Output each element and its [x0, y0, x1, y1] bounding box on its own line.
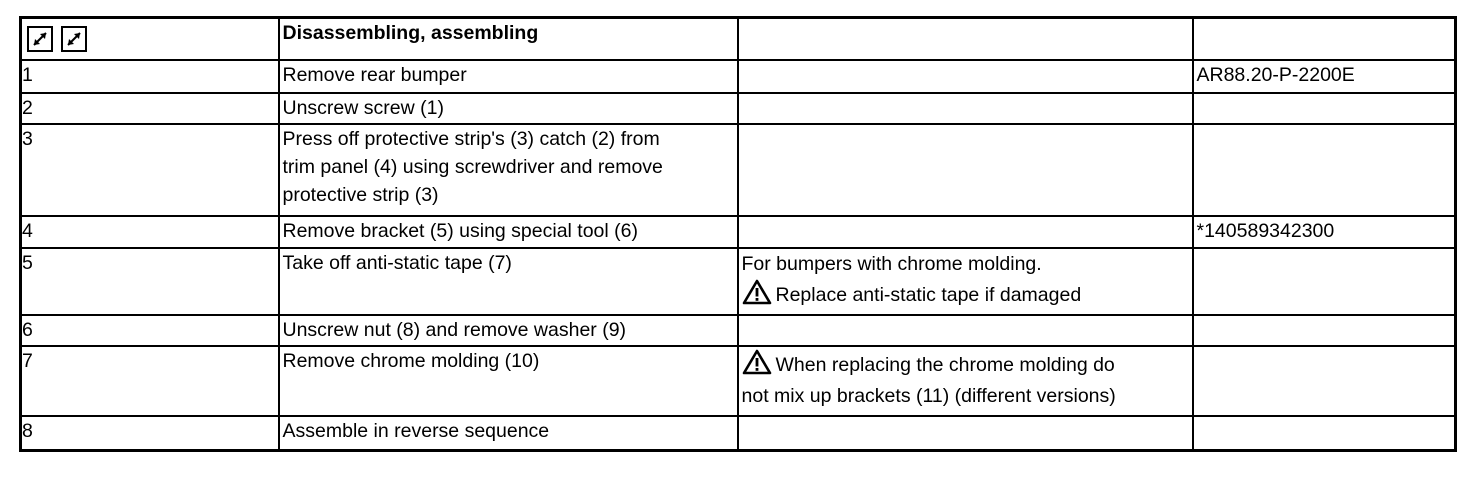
step-reference[interactable]: AR88.20-P-2200E	[1193, 60, 1456, 93]
step-note	[738, 93, 1193, 124]
step-reference[interactable]: *140589342300	[1193, 216, 1456, 248]
section-title: Disassembling, assembling	[279, 18, 738, 61]
step-number: 8	[21, 416, 279, 450]
step-reference	[1193, 248, 1456, 315]
action-line: protective strip (3)	[282, 184, 439, 206]
action-line: Press off protective strip's (3) catch (2) from	[282, 128, 660, 150]
table-row	[21, 346, 1456, 416]
note-text: Replace anti-static tape if damaged	[775, 284, 1082, 306]
step-number: 7	[21, 346, 279, 416]
step-reference	[1193, 315, 1456, 346]
header-row	[21, 18, 1456, 61]
step-action: Remove rear bumper	[279, 60, 738, 93]
warning-triangle-icon	[742, 349, 772, 375]
action-line: trim panel (4) using screwdriver and remove	[282, 156, 663, 178]
step-note	[738, 315, 1193, 346]
step-number: 1	[21, 60, 279, 93]
table-row	[21, 216, 1456, 248]
table-row	[21, 124, 1456, 216]
table-row	[21, 416, 1456, 450]
header-icons-cell	[21, 18, 279, 61]
header-col4	[1193, 18, 1456, 61]
step-number: 2	[21, 93, 279, 124]
step-note	[738, 124, 1193, 216]
step-number: 4	[21, 216, 279, 248]
step-number: 6	[21, 315, 279, 346]
header-col3	[738, 18, 1193, 61]
table-row	[21, 315, 1456, 346]
note-line-warning	[742, 279, 1190, 310]
table-row	[21, 93, 1456, 124]
step-action: Remove bracket (5) using special tool (6)	[279, 216, 738, 248]
step-note	[738, 216, 1193, 248]
step-action: Unscrew screw (1)	[279, 93, 738, 124]
step-note	[738, 346, 1193, 416]
step-number: 3	[21, 124, 279, 216]
step-action: Assemble in reverse sequence	[279, 416, 738, 450]
step-reference	[1193, 93, 1456, 124]
step-action	[279, 124, 738, 216]
note-line-warning	[742, 349, 1190, 381]
step-number: 5	[21, 248, 279, 315]
procedure-table	[19, 16, 1457, 452]
note-line: For bumpers with chrome molding.	[741, 253, 1042, 275]
step-reference	[1193, 416, 1456, 450]
step-note	[738, 248, 1193, 315]
expand-icon[interactable]	[27, 26, 53, 52]
warning-triangle-icon	[742, 279, 772, 305]
step-action: Remove chrome molding (10)	[279, 346, 738, 416]
step-note	[738, 60, 1193, 93]
step-action: Take off anti-static tape (7)	[279, 248, 738, 315]
expand-icon[interactable]	[61, 26, 87, 52]
step-reference	[1193, 346, 1456, 416]
table-row	[21, 60, 1456, 93]
procedure-table-container	[19, 16, 1457, 452]
step-reference	[1193, 124, 1456, 216]
step-note	[738, 416, 1193, 450]
step-action: Unscrew nut (8) and remove washer (9)	[279, 315, 738, 346]
table-row	[21, 248, 1456, 315]
note-line: not mix up brackets (11) (different versions)	[741, 385, 1116, 407]
note-text: When replacing the chrome molding do	[775, 354, 1115, 376]
